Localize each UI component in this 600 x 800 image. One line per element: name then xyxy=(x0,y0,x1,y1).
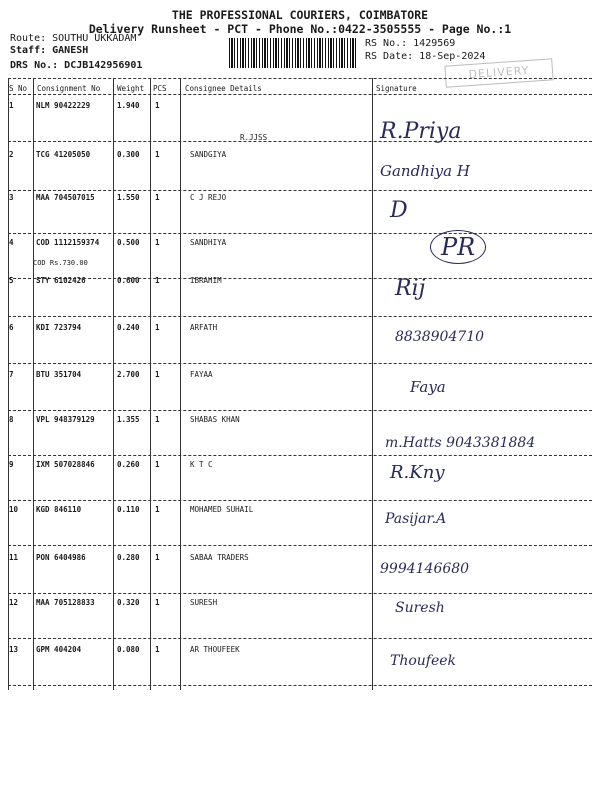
row-sno: 12 xyxy=(9,598,19,607)
row-weight: 0.320 xyxy=(117,598,140,607)
runsheet-subtitle: Delivery Runsheet - PCT - Phone No.:0422-3505555 - Page No.:1 xyxy=(88,22,512,36)
row-weight: 0.600 xyxy=(117,276,140,285)
row-pcs: 1 xyxy=(155,415,160,424)
column-line xyxy=(180,78,181,690)
row-consignee: K T C xyxy=(190,460,213,469)
col-sno: S No xyxy=(9,84,28,93)
table-header-rule xyxy=(8,94,592,95)
row-divider xyxy=(8,233,592,234)
row-consignment-no: MAA 704507015 xyxy=(36,193,95,202)
barcode xyxy=(229,38,357,68)
row-sno: 8 xyxy=(9,415,14,424)
row-signature: Thoufeek xyxy=(390,653,457,669)
row-divider xyxy=(8,455,592,456)
row-signature: 9994146680 xyxy=(380,561,470,577)
row-divider xyxy=(8,593,592,594)
rs-number: RS No.: 1429569 xyxy=(365,38,456,49)
row-signature: 8838904710 xyxy=(395,329,485,345)
row-divider xyxy=(8,410,592,411)
column-line xyxy=(113,78,114,690)
row-pcs: 1 xyxy=(155,193,160,202)
row-sno: 4 xyxy=(9,238,14,247)
row-divider xyxy=(8,190,592,191)
row-signature: m.Hatts 9043381884 xyxy=(385,435,536,451)
column-line xyxy=(150,78,151,690)
row-sno: 7 xyxy=(9,370,14,379)
row-consignee: SURESH xyxy=(190,598,218,607)
row-divider xyxy=(8,545,592,546)
row-consignee: SHABAS KHAN xyxy=(190,415,240,424)
row-divider xyxy=(8,638,592,639)
row-pcs: 1 xyxy=(155,238,160,247)
staff-label: Staff: GANESH xyxy=(10,45,89,56)
row-sno: 9 xyxy=(9,460,14,469)
row-weight: 0.500 xyxy=(117,238,140,247)
row-cod-amount: COD Rs.730.00 xyxy=(33,259,88,267)
row-signature: Suresh xyxy=(395,600,445,616)
row-pcs: 1 xyxy=(155,460,160,469)
row-divider xyxy=(8,685,592,686)
col-signature: Signature xyxy=(376,84,417,93)
row-weight: 0.240 xyxy=(117,323,140,332)
row-divider xyxy=(8,316,592,317)
row-pcs: 1 xyxy=(155,645,160,654)
row-sno: 10 xyxy=(9,505,19,514)
row-consignment-no: PON 6404986 xyxy=(36,553,86,562)
row-signature: Pasijar.A xyxy=(385,511,447,527)
row-weight: 0.080 xyxy=(117,645,140,654)
row-consignment-no: KDI 723794 xyxy=(36,323,82,332)
row-divider xyxy=(8,141,592,142)
row-consignment-no: STY 6102426 xyxy=(36,276,86,285)
row-pcs: 1 xyxy=(155,276,160,285)
row-handwritten-note: R.JJSS xyxy=(240,133,268,142)
col-weight: Weight xyxy=(117,84,145,93)
row-signature: R.Priya xyxy=(380,119,462,144)
company-title: THE PROFESSIONAL COURIERS, COIMBATORE xyxy=(171,8,429,22)
table-top-rule xyxy=(8,78,592,79)
row-signature: Gandhiya H xyxy=(380,162,470,180)
row-weight: 1.355 xyxy=(117,415,140,424)
row-consignment-no: COD 1112159374 xyxy=(36,238,100,247)
row-sno: 13 xyxy=(9,645,19,654)
delivery-stamp: DELIVERY xyxy=(444,58,553,87)
row-weight: 0.280 xyxy=(117,553,140,562)
rs-date: RS Date: 18-Sep-2024 xyxy=(365,51,486,62)
row-weight: 0.110 xyxy=(117,505,140,514)
row-sno: 1 xyxy=(9,101,14,110)
row-divider xyxy=(8,500,592,501)
col-pcs: PCS xyxy=(153,84,167,93)
row-divider xyxy=(8,278,592,279)
row-signature: D xyxy=(390,198,408,223)
row-signature: PR xyxy=(430,230,486,264)
row-consignee: SANDGIYA xyxy=(190,150,227,159)
row-pcs: 1 xyxy=(155,370,160,379)
row-sno: 11 xyxy=(9,553,19,562)
row-consignee: AR THOUFEEK xyxy=(190,645,240,654)
route-label: Route: SOUTHU UKKADAM xyxy=(10,33,137,44)
row-consignee: SABAA TRADERS xyxy=(190,553,249,562)
row-divider xyxy=(8,363,592,364)
row-weight: 1.940 xyxy=(117,101,140,110)
drs-number: DRS No.: DCJB142956901 xyxy=(10,60,143,71)
row-pcs: 1 xyxy=(155,101,160,110)
row-consignment-no: MAA 705128833 xyxy=(36,598,95,607)
row-signature: Faya xyxy=(410,378,446,396)
row-consignment-no: KGD 846110 xyxy=(36,505,82,514)
row-weight: 0.300 xyxy=(117,150,140,159)
row-weight: 1.550 xyxy=(117,193,140,202)
row-sno: 3 xyxy=(9,193,14,202)
row-pcs: 1 xyxy=(155,505,160,514)
row-sno: 2 xyxy=(9,150,14,159)
row-signature: Rij xyxy=(395,276,426,301)
row-consignee: SANDHIYA xyxy=(190,238,227,247)
row-consignee: ARFATH xyxy=(190,323,218,332)
row-consignment-no: NLM 90422229 xyxy=(36,101,91,110)
row-pcs: 1 xyxy=(155,323,160,332)
row-consignment-no: BTU 351704 xyxy=(36,370,82,379)
row-pcs: 1 xyxy=(155,553,160,562)
row-signature: R.Kny xyxy=(390,462,445,483)
row-consignment-no: IXM 507028846 xyxy=(36,460,95,469)
row-consignee: FAYAA xyxy=(190,370,213,379)
row-weight: 0.260 xyxy=(117,460,140,469)
row-sno: 6 xyxy=(9,323,14,332)
row-consignee: MOHAMED SUHAIL xyxy=(190,505,254,514)
row-pcs: 1 xyxy=(155,150,160,159)
row-consignment-no: VPL 948379129 xyxy=(36,415,95,424)
column-line xyxy=(33,78,34,690)
row-sno: 5 xyxy=(9,276,14,285)
row-pcs: 1 xyxy=(155,598,160,607)
col-consignment: Consignment No xyxy=(37,84,101,93)
col-consignee: Consignee Details xyxy=(185,84,262,93)
row-consignment-no: TCG 41205050 xyxy=(36,150,91,159)
row-weight: 2.700 xyxy=(117,370,140,379)
row-consignee: C J REJO xyxy=(190,193,227,202)
row-consignee: IBRAHIM xyxy=(190,276,222,285)
row-consignment-no: GPM 404204 xyxy=(36,645,82,654)
column-line xyxy=(372,78,373,690)
